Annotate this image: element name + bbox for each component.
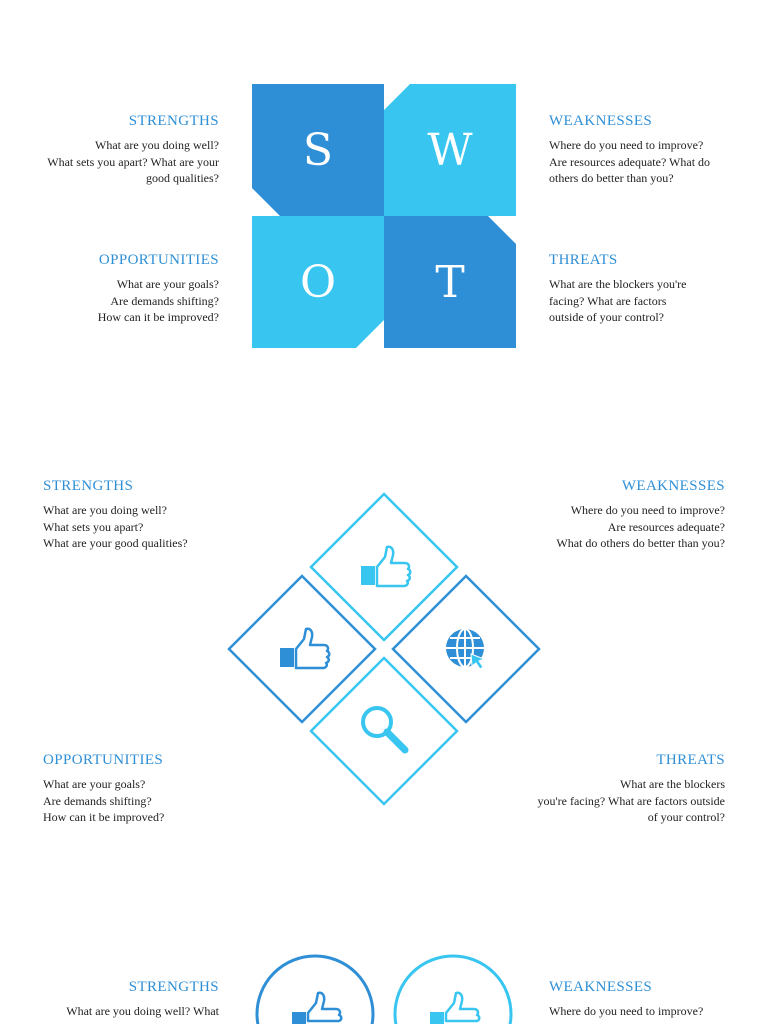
globe-cursor-icon (446, 629, 484, 669)
page-fold-corner (356, 320, 384, 348)
page-fold-corner (252, 188, 280, 216)
text-line: What are your goals? (43, 777, 146, 791)
strengths-title: STRENGTHS (128, 979, 219, 995)
circle-left (257, 956, 373, 1024)
page-fold-corner (384, 84, 410, 110)
text-line: What sets you apart? What are your (47, 154, 219, 169)
circle-pair (250, 950, 520, 1024)
strengths-title: STRENGTHS (128, 113, 219, 129)
text-line: you're facing? What are factors outside (537, 793, 725, 808)
text-line: How can it be improved? (43, 810, 165, 824)
text-line: Are demands shifting? (110, 293, 219, 308)
threats-title: THREATS (549, 252, 618, 268)
letter-o: O (299, 256, 337, 308)
text-line: How can it be improved? (97, 310, 219, 324)
opportunities-title: OPPORTUNITIES (43, 752, 164, 768)
text-line: Where do you need to improve? (570, 503, 725, 517)
text-line: good qualities? (146, 171, 219, 185)
weaknesses-title: WEAKNESSES (549, 113, 653, 129)
strengths-block (20, 978, 219, 1020)
text-line: What are the blockers (620, 777, 725, 791)
thumbs-up-icon (280, 629, 329, 668)
diamond-cluster (224, 490, 544, 810)
magnifier-icon (363, 708, 405, 750)
page-fold-corner (488, 216, 516, 244)
text-line: of your control? (647, 810, 725, 824)
weaknesses-block (549, 112, 749, 187)
weaknesses-text (549, 1003, 749, 1020)
strengths-text (20, 1003, 219, 1020)
weaknesses-title: WEAKNESSES (621, 478, 725, 494)
text-line: What are your good qualities? (43, 536, 188, 550)
tile-t (384, 216, 516, 348)
swot-circles-section (0, 900, 768, 1024)
text-line: What do others do better than you? (556, 536, 725, 550)
diamond-top (311, 494, 457, 640)
text-line: What are the blockers you're (549, 277, 687, 291)
thumbs-up-icon (292, 993, 341, 1024)
strengths-block (20, 112, 219, 187)
threats-title: THREATS (656, 752, 725, 768)
letter-s: S (302, 124, 334, 176)
tile-o (252, 216, 384, 348)
text-line: Where do you need to improve? (549, 138, 704, 152)
text-line: What are you doing well? (95, 138, 219, 152)
letter-w: W (427, 124, 473, 176)
swot-tile-grid (252, 84, 516, 348)
weaknesses-block (549, 978, 749, 1020)
opportunities-text (20, 276, 219, 326)
strengths-title: STRENGTHS (43, 478, 134, 494)
text-line: What are your goals? (116, 277, 219, 291)
thumbs-up-icon (430, 993, 479, 1024)
diamond-bottom (311, 658, 457, 804)
opportunities-title: OPPORTUNITIES (98, 252, 219, 268)
weaknesses-title: WEAKNESSES (549, 979, 653, 995)
text-line: What sets you apart? (43, 519, 144, 534)
diamond-right (393, 576, 539, 722)
circle-right (395, 956, 511, 1024)
text-line: What are you doing well? (43, 503, 167, 517)
text-line: Are resources adequate? What do (549, 154, 711, 169)
thumbs-up-icon (361, 547, 410, 586)
swot-grid-section (0, 0, 768, 400)
text-line: Where do you need to improve? (549, 1004, 704, 1018)
opportunities-block (20, 251, 219, 326)
letter-t: T (435, 256, 465, 308)
strengths-text (20, 137, 219, 187)
swot-diamond-section (0, 400, 768, 880)
text-line: others do better than you? (549, 171, 674, 185)
weaknesses-text (549, 137, 749, 187)
text-line: facing? What are factors (549, 293, 667, 308)
text-line: outside of your control? (549, 310, 664, 324)
diamond-left (229, 576, 375, 722)
tile-s (252, 84, 384, 216)
text-line: Are resources adequate? (607, 519, 725, 534)
threats-text (549, 276, 749, 326)
text-line: Are demands shifting? (43, 793, 152, 808)
threats-block (549, 251, 749, 326)
tile-w (384, 84, 516, 216)
text-line: What are you doing well? What (66, 1004, 219, 1018)
